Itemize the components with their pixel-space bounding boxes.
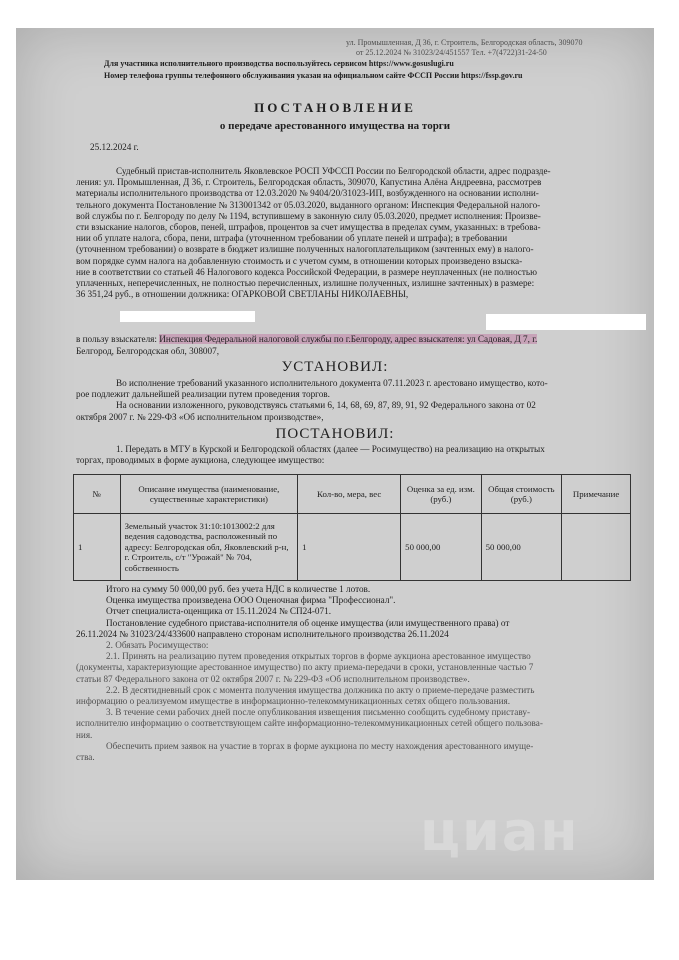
decided-line: 1. Передать в МТУ в Курской и Белгородской областях (далее — Росимущество) на реализацию на открытых [116, 444, 545, 454]
established-line: октября 2007 г. № 229-ФЗ «Об исполнительном производстве», [76, 411, 324, 422]
document-title: ПОСТАНОВЛЕНИЕ [254, 100, 416, 115]
recovery-line [76, 334, 651, 345]
text-line: 2.2. В десятидневный срок с момента получения имущества должника по акту о приеме-передаче разместить [106, 684, 535, 695]
text-line: информацию о реализуемом имуществе в информационно-телекоммуникационных сетях общего пользования. [76, 696, 511, 707]
table-header-row [74, 475, 631, 514]
heading-decided: ПОСТАНОВИЛ: [275, 426, 395, 442]
established-line: Во исполнение требований указанного исполнительного документа 07.11.2023 г. арестовано имущество, кото- [116, 378, 548, 388]
established-line: рое подлежит дальнейшей реализации путем проведения торгов. [76, 389, 330, 400]
recovery-prefix: в пользу взыскателя: [76, 334, 157, 344]
recovery-tail: Белгород, Белгородская обл, 308007, [76, 346, 220, 356]
text-line: Обеспечить прием заявок на участие в торгах в форме аукциона по месту нахождения арестованного имуще- [106, 740, 534, 751]
cell-description: Земельный участок 31:10:1013002:2 для ведения садоводства, расположенный по адресу: Белгородская обл, Яковлевский р-н, г. Строитель, с/т "Урожай" № 704, собственность [120, 514, 298, 581]
phone-line: Номер телефона группы телефонного обслуживания указан на официальном сайте ФССП России https://fssp.gov.ru [104, 71, 523, 80]
decided-line: торгах, проводимых в форме аукциона, следующее имущество: [76, 455, 325, 466]
text-line: 3. В течение семи рабочих дней после опубликования извещения письменно сообщить судебному приставу- [106, 707, 531, 718]
document-subtitle: о передаче арестованного имущества на торги [219, 120, 451, 132]
intro-line: вой службы по г. Белгороду по делу № 1194, вступившему в законную силу 05.03.2020, предмет исполнения: Произве- [76, 210, 541, 221]
cell-total: 50 000,00 [481, 514, 562, 581]
cell-unit-price: 50 000,00 [401, 514, 481, 581]
intro-line: сти взыскание налогов, сборов, пеней, штрафов, процентов за счет имущества в пределах сумм, указанных: в требова- [76, 222, 541, 233]
cell-note [562, 514, 631, 581]
intro-line: 36 351,24 руб., в отношении должника: ОГАРКОВОЙ СВЕТЛАНЫ НИКОЛАЕВНЫ, [76, 289, 409, 300]
redaction-bar [486, 314, 646, 330]
cian-watermark: циан [420, 800, 580, 863]
established-paragraph [76, 378, 648, 423]
text-line: (документы, характеризующие арестованное имущество) по акту приема-передачи в сроки, установленные частью 7 [76, 662, 534, 673]
table-row [74, 514, 631, 581]
col-header-num: № [74, 475, 121, 514]
intro-paragraph [76, 166, 648, 300]
after-table-paragraph [76, 584, 638, 763]
text-line: 2.1. Принять на реализацию путем проведения открытых торгов в форме аукциона арестованное имущество [106, 651, 531, 662]
header-address: ул. Промышленная, Д 36, г. Строитель, Белгородская область, 309070 [346, 38, 583, 47]
intro-line: уплаченных, неперечисленных, не полностью перечисленных, излишне полученных, излишне зачтенных) в размере: [76, 278, 535, 289]
intro-line: тельного документа Постановление № 313001342 от 05.03.2020, выданного органом: Инспекция Федеральной налого- [76, 199, 541, 210]
decided-paragraph [76, 444, 648, 466]
property-table [73, 474, 631, 581]
gosuslugi-line: Для участника исполнительного производства воспользуйтесь сервисом https://www.gosuslugi.ru [104, 59, 454, 68]
text-line: Оценка имущества произведена ООО Оценочная фирма "Профессионал". [106, 595, 396, 606]
intro-line: Судебный пристав-исполнитель Яковлевское РОСП УФССП России по Белгородской области, адрес подразде- [116, 166, 551, 176]
recovery-highlight: Инспекция Федеральной налоговой службы по г.Белгороду, адрес взыскателя: ул Садовая, Д 7, г. [159, 334, 538, 344]
col-header-total: Общая стоимость (руб.) [481, 475, 562, 514]
document-date: 25.12.2024 г. [90, 142, 139, 152]
text-line: Отчет специалиста-оценщика от 15.11.2024 № СП24-071. [106, 606, 331, 617]
col-header-note: Примечание [562, 475, 631, 514]
header-doc-ref: от 25.12.2024 № 31023/24/451557 Тел. +7(4722)31-24-50 [356, 48, 547, 57]
text-line: ния. [76, 729, 93, 740]
established-line: На основании изложенного, руководствуясь статьями 6, 14, 68, 69, 87, 89, 91, 92 Федерального закона от 02 [116, 400, 536, 411]
text-line: статьи 87 Федерального закона от 02 октября 2007 г. № 229-ФЗ «Об исполнительном производстве». [76, 673, 470, 684]
intro-line: (уточненном требовании) о возврате в бюджет излишне полученных налогоплательщиком (зачтенных ему) в налого- [76, 244, 534, 255]
col-header-description: Описание имущества (наименование, существенные характеристики) [120, 475, 298, 514]
text-line: исполнителю информацию о соответствующем сайте информационно-телекоммуникационных сетей общего пользова- [76, 718, 543, 729]
intro-line: материалы исполнительного производства от 12.03.2020 № 9404/20/31023-ИП, возбужденного на основании исполни- [76, 188, 539, 199]
redaction-bar [120, 311, 255, 322]
col-header-unit-price: Оценка за ед. изм. (руб.) [401, 475, 481, 514]
text-line: ства. [76, 752, 95, 763]
text-line: 26.11.2024 № 31023/24/433600 направлено сторонам исполнительного производства 26.11.2024 [76, 628, 449, 639]
intro-line: ние в соответствии со статьей 46 Налогового кодекса Российской Федерации, в размере неуплаченных (не полностью [76, 266, 537, 277]
heading-established: УСТАНОВИЛ: [281, 359, 389, 375]
text-line: Постановление судебного пристава-исполнителя об оценке имущества (или имущественного права) от [106, 617, 510, 628]
col-header-qty: Кол-во, мера, вес [298, 475, 401, 514]
text-line: Итого на сумму 50 000,00 руб. без учета НДС в количестве 1 лотов. [106, 584, 371, 594]
cell-num: 1 [74, 514, 121, 581]
intro-line: нии об уплате налога, сбора, пени, штрафа (уточненном требовании об уплате пеней и штрафа); в требовании [76, 233, 508, 244]
cell-qty: 1 [298, 514, 401, 581]
intro-line: вом порядке сумм налога на добавленную стоимость и с учетом сумм, в отношении которых произведено взыска- [76, 255, 523, 266]
intro-line: ления: ул. Промышленная, Д 36, г. Строитель, Белгородская область, 309070, Капустина Алёна Андреевна, рассмотрев [76, 177, 542, 188]
text-line: 2. Обязать Росимущество: [106, 640, 209, 651]
